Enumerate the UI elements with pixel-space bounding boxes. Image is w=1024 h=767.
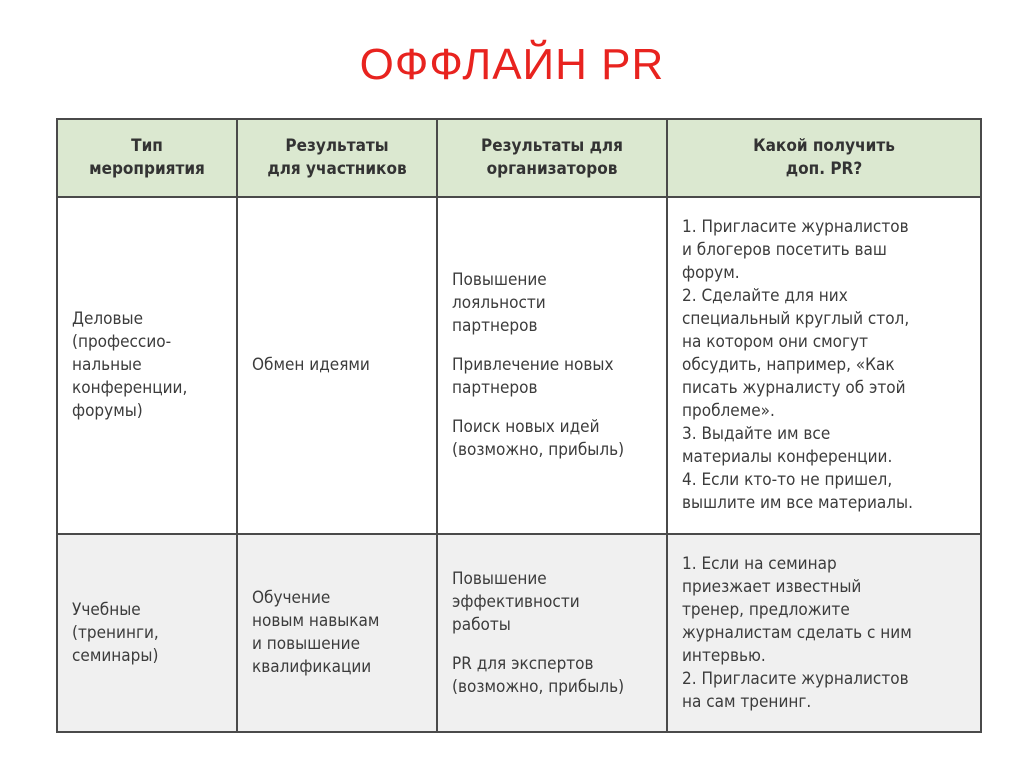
- participant-results-cell: [237, 534, 437, 732]
- extra-pr-cell: [667, 197, 981, 534]
- participant-results-cell: [237, 197, 437, 534]
- header-extra-pr: Какой получить доп. PR?: [667, 119, 981, 197]
- organizer-results-cell: [437, 197, 667, 534]
- participant-results-text: Обмен идеями: [252, 355, 370, 375]
- event-type-text: Учебные (тренинги, семинары): [72, 599, 159, 666]
- organizer-result-item: Повышение лояльности партнеров: [452, 270, 547, 336]
- extra-pr-cell: [667, 534, 981, 732]
- event-type-text: Деловые (профессио- нальные конференции, форумы): [72, 309, 188, 421]
- offline-pr-table: [56, 118, 982, 733]
- organizer-results-cell: [437, 534, 667, 732]
- header-organizer-results: Результаты для организаторов: [437, 119, 667, 197]
- participant-results-text: Обучение новым навыкам и повышение квалификации: [252, 588, 380, 677]
- table-row: [57, 534, 981, 732]
- table-header-row: [57, 119, 981, 197]
- organizer-result-item: PR для экспертов (возможно, прибыль): [452, 653, 625, 697]
- organizer-result-item: Привлечение новых партнеров: [452, 355, 614, 398]
- event-type-cell: [57, 534, 237, 732]
- table-row: [57, 197, 981, 534]
- organizer-result-item: Поиск новых идей (возможно, прибыль): [452, 417, 625, 460]
- header-event-type: Тип мероприятия: [57, 119, 237, 197]
- organizer-result-item: Повышение эффективности работы: [452, 568, 580, 635]
- slide-title: ОФФЛАЙН PR: [359, 40, 665, 89]
- header-participant-results: Результаты для участников: [237, 119, 437, 197]
- event-type-cell: [57, 197, 237, 534]
- extra-pr-text: 1. Если на семинар приезжает известный тренер, предложите журналистам сделать с ним интервью. 2. Пригласите журналистов на сам тренинг.: [682, 553, 912, 712]
- extra-pr-text: 1. Пригласите журналистов и блогеров посетить ваш форум. 2. Сделайте для них специальный круглый стол, на котором они смогут обсудить, например, «Как писать журналисту об этой проблеме». 3. Выдайте им все материалы конференции. 4. Если кто-то не пришел, вышлите им все материалы.: [682, 217, 913, 513]
